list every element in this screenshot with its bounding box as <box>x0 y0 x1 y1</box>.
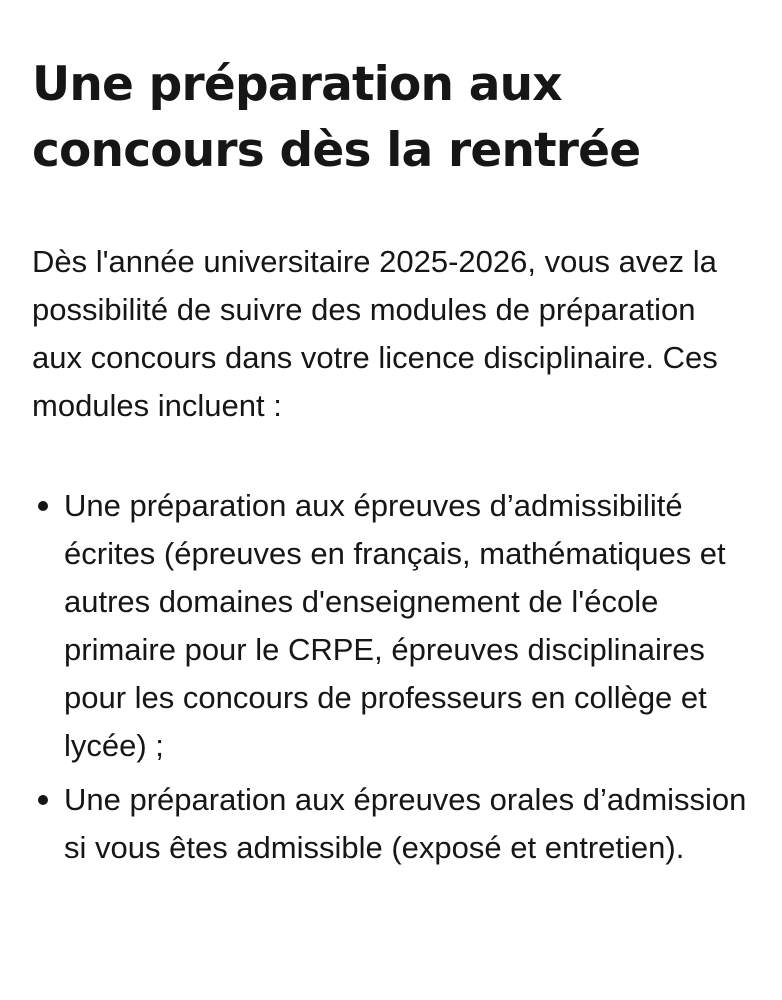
list-item <box>32 776 752 872</box>
bullet-icon <box>38 501 48 511</box>
section-title: Une préparation aux concours dès la rentrée <box>32 57 641 178</box>
list-item <box>32 482 752 770</box>
bullet-icon <box>38 795 48 805</box>
modules-list <box>32 482 752 872</box>
list-item-text: Une préparation aux épreuves orales d’admission si vous êtes admissible (exposé et entretien). <box>64 782 747 865</box>
list-item-text: Une préparation aux épreuves d’admissibilité écrites (épreuves en français, mathématiques et autres domaines d'enseignement de l'école primaire pour le CRPE, épreuves disciplinaires pour les concours de professeurs en collège et lycée) ; <box>64 488 726 763</box>
intro-paragraph: Dès l'année universitaire 2025-2026, vous avez la possibilité de suivre des modules de préparation aux concours dans votre licence disciplinaire. Ces modules incluent : <box>32 244 718 423</box>
article-section <box>32 52 752 878</box>
